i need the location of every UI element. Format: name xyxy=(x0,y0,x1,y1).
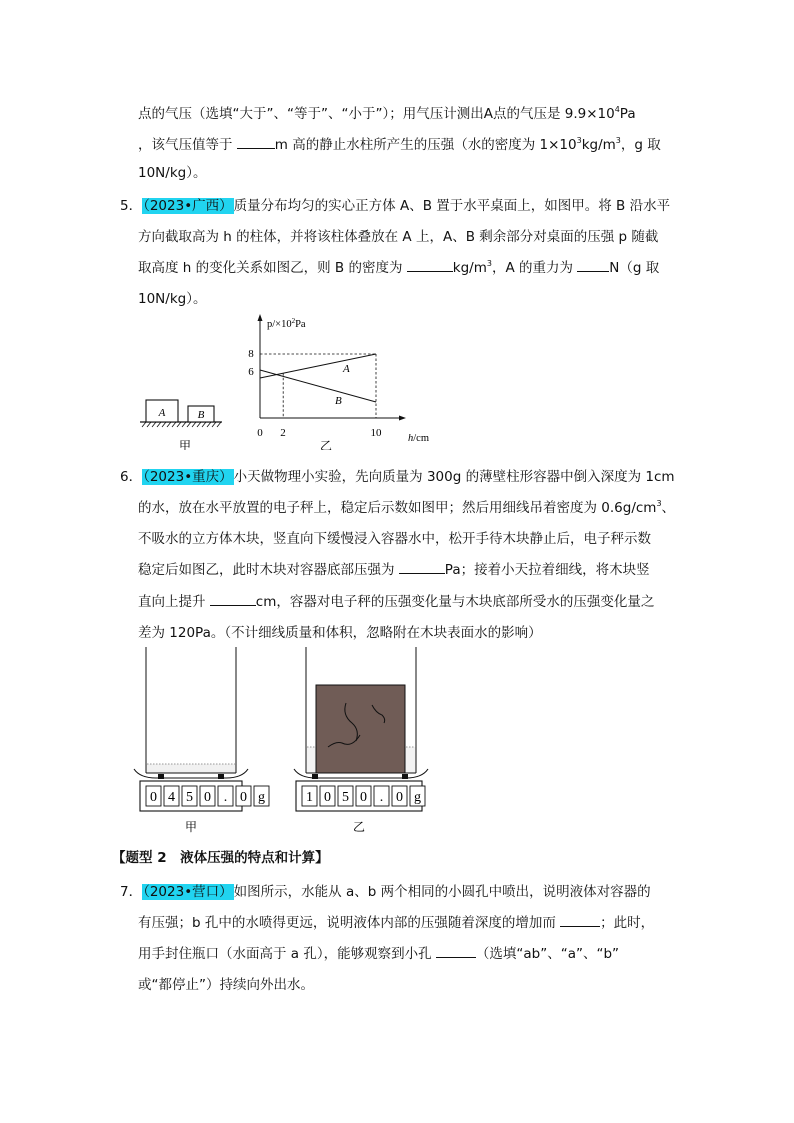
water-layer xyxy=(147,764,236,773)
tick-x-0: 0 xyxy=(257,427,263,439)
source-tag: （2023•重庆） xyxy=(143,469,233,485)
block-a-label: A xyxy=(158,407,166,419)
source-tag: （2023•广西） xyxy=(143,198,233,214)
answer-blank[interactable] xyxy=(237,136,275,149)
series-a-label: A xyxy=(343,363,350,375)
answer-blank[interactable] xyxy=(399,561,445,574)
digit-right-5: 0 xyxy=(396,790,403,805)
q6-line-6: 差为 120Pa。（不计细线质量和体积，忽略附在木块表面水的影响） xyxy=(138,625,542,641)
answer-blank[interactable] xyxy=(407,259,453,272)
tick-x-2: 2 xyxy=(280,427,286,439)
digit-left-1: 4 xyxy=(168,790,175,805)
answer-blank[interactable] xyxy=(560,914,600,927)
x-axis-arrow xyxy=(399,416,406,421)
q4-line-3: 10N/kg）。 xyxy=(138,165,207,181)
digit-left-5: 0 xyxy=(240,790,247,805)
source-tag: （2023•营口） xyxy=(143,884,233,900)
wood-block xyxy=(316,685,405,773)
fig5-chart xyxy=(248,314,429,450)
q5-line-3: 取高度 h 的变化关系如图乙，则 B 的密度为 $kg/m^3$，A 的重力为 N（g 取 xyxy=(138,259,660,276)
series-line-b xyxy=(260,370,376,402)
x-axis-label: h/cm xyxy=(408,433,429,444)
fig5-left-blocks xyxy=(140,400,222,450)
q4-line-2: ，该气压值等于 m 高的静止水柱所产生的压强（水的密度为 $1\times 10^3kg/m^3$，g 取 xyxy=(138,136,661,153)
q7-line-3: 用手封住瓶口（水面高于 a 孔），能够观察到小孔 （选填“ab”、“a”、“b” xyxy=(138,946,620,962)
q4-line-1: 点的气压（选填“大于”、“等于”、“小于”）；用气压计测出A点的气压是 $9.9\times 10^4Pa$ xyxy=(138,105,636,122)
digit-left-6: g xyxy=(258,790,265,805)
section-title: 【题型 2 液体压强的特点和计算】 xyxy=(112,850,329,866)
q7-line-4: 或“都停止”）持续向外出水。 xyxy=(138,977,314,993)
tick-x-10: 10 xyxy=(370,427,382,439)
y-axis-label: $p/\times 10^2Pa$ xyxy=(267,317,306,330)
digit-left-4: . xyxy=(223,790,228,805)
tick-y-6: 6 xyxy=(248,366,254,378)
digit-left-2: 5 xyxy=(186,790,193,805)
digit-left-3: 0 xyxy=(204,790,211,805)
q6-line-2: 的水，放在水平放置的电子秤上，稳定后示数如图甲；然后用细线吊着密度为 $0.6g/cm^3$、 xyxy=(138,499,676,516)
fig6-caption-left: 甲 xyxy=(184,820,198,834)
answer-blank[interactable] xyxy=(210,593,256,606)
q5-figure xyxy=(130,310,460,450)
digit-right-0: 1 xyxy=(306,790,313,805)
scale-right xyxy=(294,647,428,834)
tick-y-8: 8 xyxy=(248,348,254,360)
series-b-label: B xyxy=(335,395,342,407)
q6-figure xyxy=(130,645,440,840)
digit-right-3: 0 xyxy=(360,790,367,805)
q6-line-1: 6．（2023•重庆）小天做物理小实验，先向质量为 300g 的薄壁柱形容器中倒入深度为 1cm xyxy=(120,469,675,485)
q7-line-1: 7．（2023•营口）如图所示，水能从 a、b 两个相同的小圆孔中喷出，说明液体对容器的 xyxy=(120,884,651,900)
digit-left-0: 0 xyxy=(150,790,157,805)
question-number: 6． xyxy=(120,469,143,485)
q7-line-2: 有压强；b 孔中的水喷得更远，说明液体内部的压强随着深度的增加而 ；此时， xyxy=(138,915,655,931)
scale-left xyxy=(134,647,269,834)
chart-lines xyxy=(260,354,376,418)
answer-blank[interactable] xyxy=(436,945,476,958)
fig5-caption-left: 甲 xyxy=(178,439,192,450)
q5-line-4: 10N/kg）。 xyxy=(138,291,207,307)
q6-line-5: 直向上提升 cm，容器对电子秤的压强变化量与木块底部所受水的压强变化量之 xyxy=(138,594,655,610)
fig5-caption-right: 乙 xyxy=(319,439,333,450)
q5-line-1: 5．（2023•广西）质量分布均匀的实心正方体 A、B 置于水平桌面上，如图甲。将 B 沿水平 xyxy=(120,198,671,214)
digit-right-4: . xyxy=(379,790,384,805)
digit-right-6: g xyxy=(414,790,421,805)
q5-line-2: 方向截取高为 h 的柱体，并将该柱体叠放在 A 上，A、B 剩余部分对桌面的压强 p 随截 xyxy=(138,229,659,245)
block-b-label: B xyxy=(197,409,205,421)
fig6-caption-right: 乙 xyxy=(352,820,366,834)
y-axis-arrow xyxy=(258,314,263,321)
question-number: 7． xyxy=(120,884,143,900)
digit-right-2: 5 xyxy=(342,790,349,805)
digit-right-1: 0 xyxy=(324,790,331,805)
question-number: 5． xyxy=(120,198,143,214)
q6-line-4: 稳定后如图乙，此时木块对容器底部压强为 Pa；接着小天拉着细线，将木块竖 xyxy=(138,562,650,578)
answer-blank[interactable] xyxy=(577,259,609,272)
q6-line-3: 不吸水的立方体木块，竖直向下缓慢浸入容器水中，松开手待木块静止后，电子秤示数 xyxy=(138,531,651,547)
